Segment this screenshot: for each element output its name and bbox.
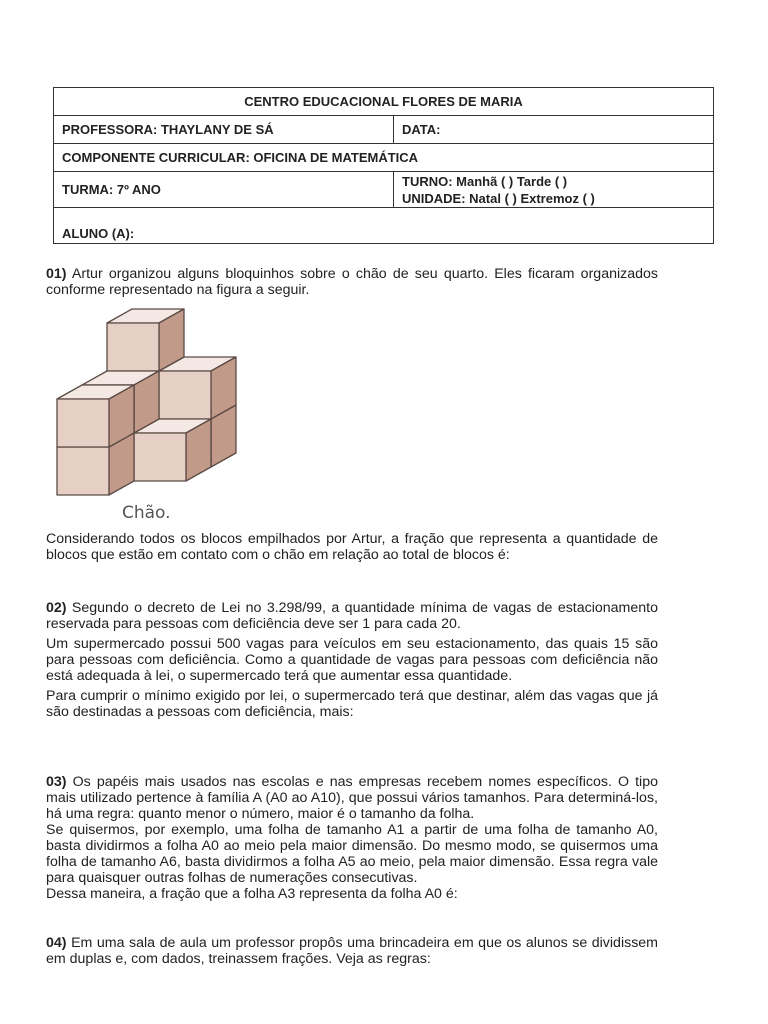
- question-3: [46, 774, 658, 902]
- school-name: CENTRO EDUCACIONAL FLORES DE MARIA: [54, 88, 714, 116]
- figure-caption: Chão.: [122, 503, 171, 523]
- question-4: [46, 935, 658, 971]
- question-text: Para cumprir o mínimo exigido por lei, o supermercado terá que destinar, além das vagas que já são destinadas a pessoas com deficiência, mais:: [46, 688, 658, 720]
- question-number: 04): [46, 935, 67, 951]
- cube-face: [57, 447, 109, 495]
- question-text: Um supermercado possui 500 vagas para veículos em seu estacionamento, das quais 15 são para pessoas com deficiência. Como a quantidade de vagas para pessoas com deficiência não está adequada à lei, o supermercado terá que aumentar essa quantidade.: [46, 636, 658, 684]
- question-1-prompt: [46, 531, 658, 567]
- cube-face: [57, 399, 109, 447]
- cube-face: [134, 433, 186, 481]
- stacked-blocks-figure: [50, 300, 250, 525]
- question-text: Artur organizou alguns bloquinhos sobre o chão de seu quarto. Eles ficaram organizados conforme representado na figura a seguir.: [46, 266, 658, 298]
- question-text: Se quisermos, por exemplo, uma folha de tamanho A1 a partir de uma folha de tamanho A0, basta dividirmos a folha A0 ao meio pela maior dimensão. Do mesmo modo, se quisermos uma folha de tamanho A6, basta dividirmos a folha A5 ao meio, pela maior dimensão. Essa regra vale para quaisquer outras folhas de numerações consecutivas.: [46, 822, 658, 886]
- question-text: Dessa maneira, a fração que a folha A3 representa da folha A0 é:: [46, 886, 458, 902]
- subject-field: COMPONENTE CURRICULAR: OFICINA DE MATEMÁTICA: [54, 144, 714, 172]
- question-text: Os papéis mais usados nas escolas e nas empresas recebem nomes específicos. O tipo mais utilizado pertence à família A (A0 ao A10), que possui vários tamanhos. Para determiná-los, há uma regra: quanto menor o número, maior é o tamanho da folha.: [46, 774, 658, 822]
- question-text: Segundo o decreto de Lei no 3.298/99, a quantidade mínima de vagas de estacionamento reservada para pessoas com deficiência deve ser 1 para cada 20.: [46, 600, 658, 632]
- question-text: Considerando todos os blocos empilhados por Artur, a fração que representa a quantidade de blocos que estão em contato com o chão em relação ao total de blocos é:: [46, 531, 658, 563]
- teacher-field: PROFESSORA: THAYLANY DE SÁ: [54, 116, 394, 144]
- header-table: [53, 87, 714, 244]
- unit-field: UNIDADE: Natal ( ) Extremoz ( ): [402, 190, 595, 206]
- question-2: [46, 600, 658, 724]
- class-field: TURMA: 7º ANO: [54, 172, 394, 208]
- question-number: 02): [46, 600, 67, 616]
- question-number: 01): [46, 266, 67, 282]
- question-1: [46, 266, 658, 302]
- date-field: DATA:: [394, 116, 714, 144]
- cube-face: [107, 323, 159, 371]
- student-field: ALUNO (A):: [54, 208, 714, 244]
- question-number: 03): [46, 774, 67, 790]
- shift-field: TURNO: Manhã ( ) Tarde ( ): [402, 173, 568, 189]
- cube-face: [159, 371, 211, 419]
- question-text: Em uma sala de aula um professor propôs uma brincadeira em que os alunos se dividissem em duplas e, com dados, treinassem frações. Veja as regras:: [46, 935, 658, 967]
